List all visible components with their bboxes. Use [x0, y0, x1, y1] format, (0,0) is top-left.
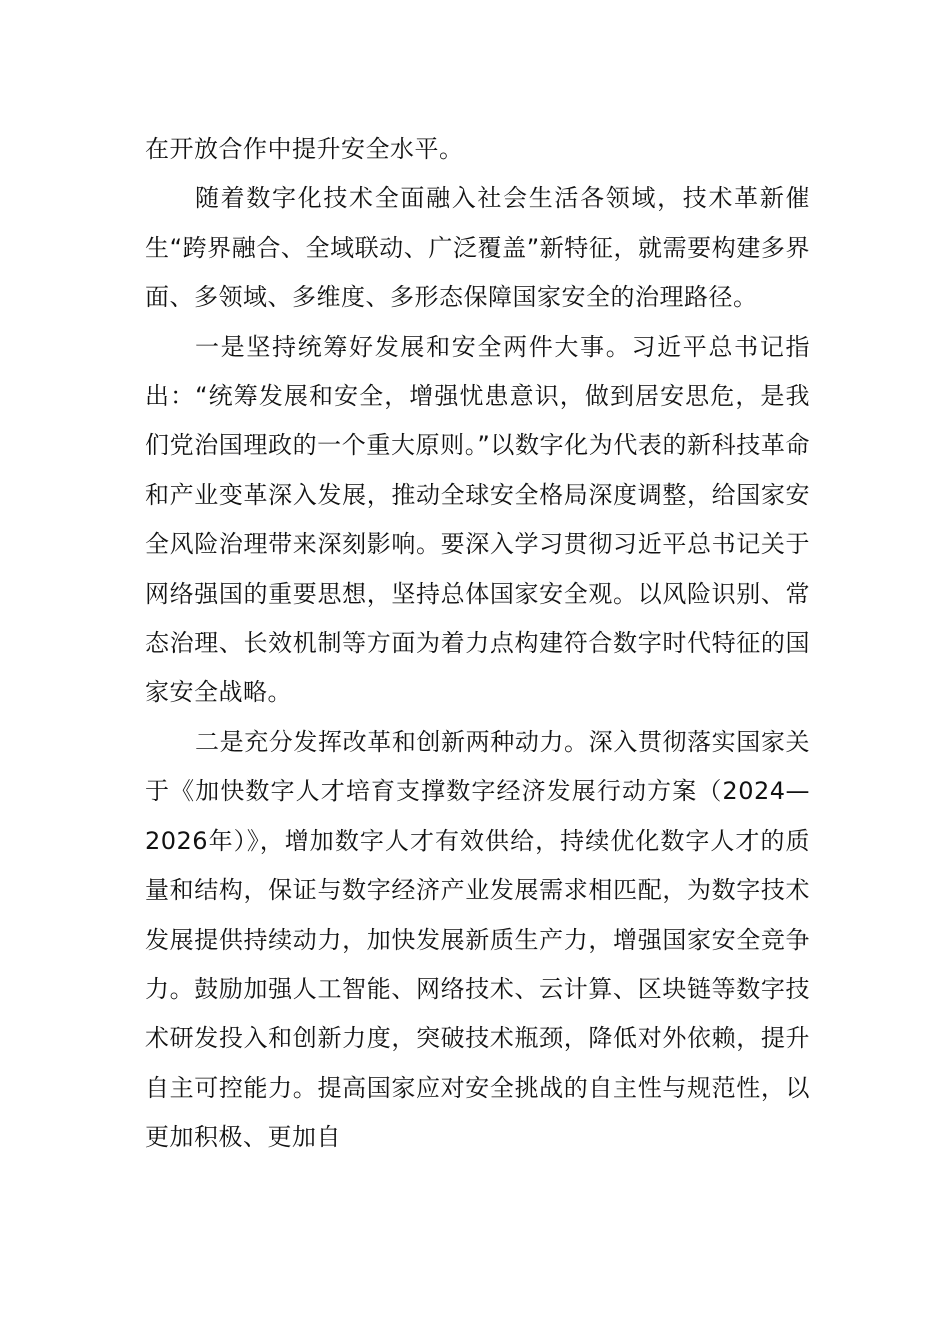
- paragraph-4: 二是充分发挥改革和创新两种动力。深入贯彻落实国家关于《加快数字人才培育支撑数字经济发展行动方案（2024—2026年）》，增加数字人才有效供给，持续优化数字人才的质量和结构，保证与数字经济产业发展需求相匹配，为数字技术发展提供持续动力，加快发展新质生产力，增强国家安全竞争力。鼓励加强人工智能、网络技术、云计算、区块链等数字技术研发投入和创新力度，突破技术瓶颈，降低对外依赖，提升自主可控能力。提高国家应对安全挑战的自主性与规范性，以更加积极、更加自: [145, 727, 810, 1152]
- paragraph-1: 在开放合作中提升安全水平。: [145, 135, 464, 163]
- document-body: [145, 125, 810, 1163]
- paragraph-2: 随着数字化技术全面融入社会生活各领域，技术革新催生“跨界融合、全域联动、广泛覆盖”新特征，就需要构建多界面、多领域、多维度、多形态保障国家安全的治理路径。: [145, 184, 810, 312]
- paragraph-3: 一是坚持统筹好发展和安全两件大事。习近平总书记指出：“统筹发展和安全，增强忧患意识，做到居安思危，是我们党治国理政的一个重大原则。”以数字化为代表的新科技革命和产业变革深入发展，推动全球安全格局深度调整，给国家安全风险治理带来深刻影响。要深入学习贯彻习近平总书记关于网络强国的重要思想，坚持总体国家安全观。以风险识别、常态治理、长效机制等方面为着力点构建符合数字时代特征的国家安全战略。: [145, 332, 810, 707]
